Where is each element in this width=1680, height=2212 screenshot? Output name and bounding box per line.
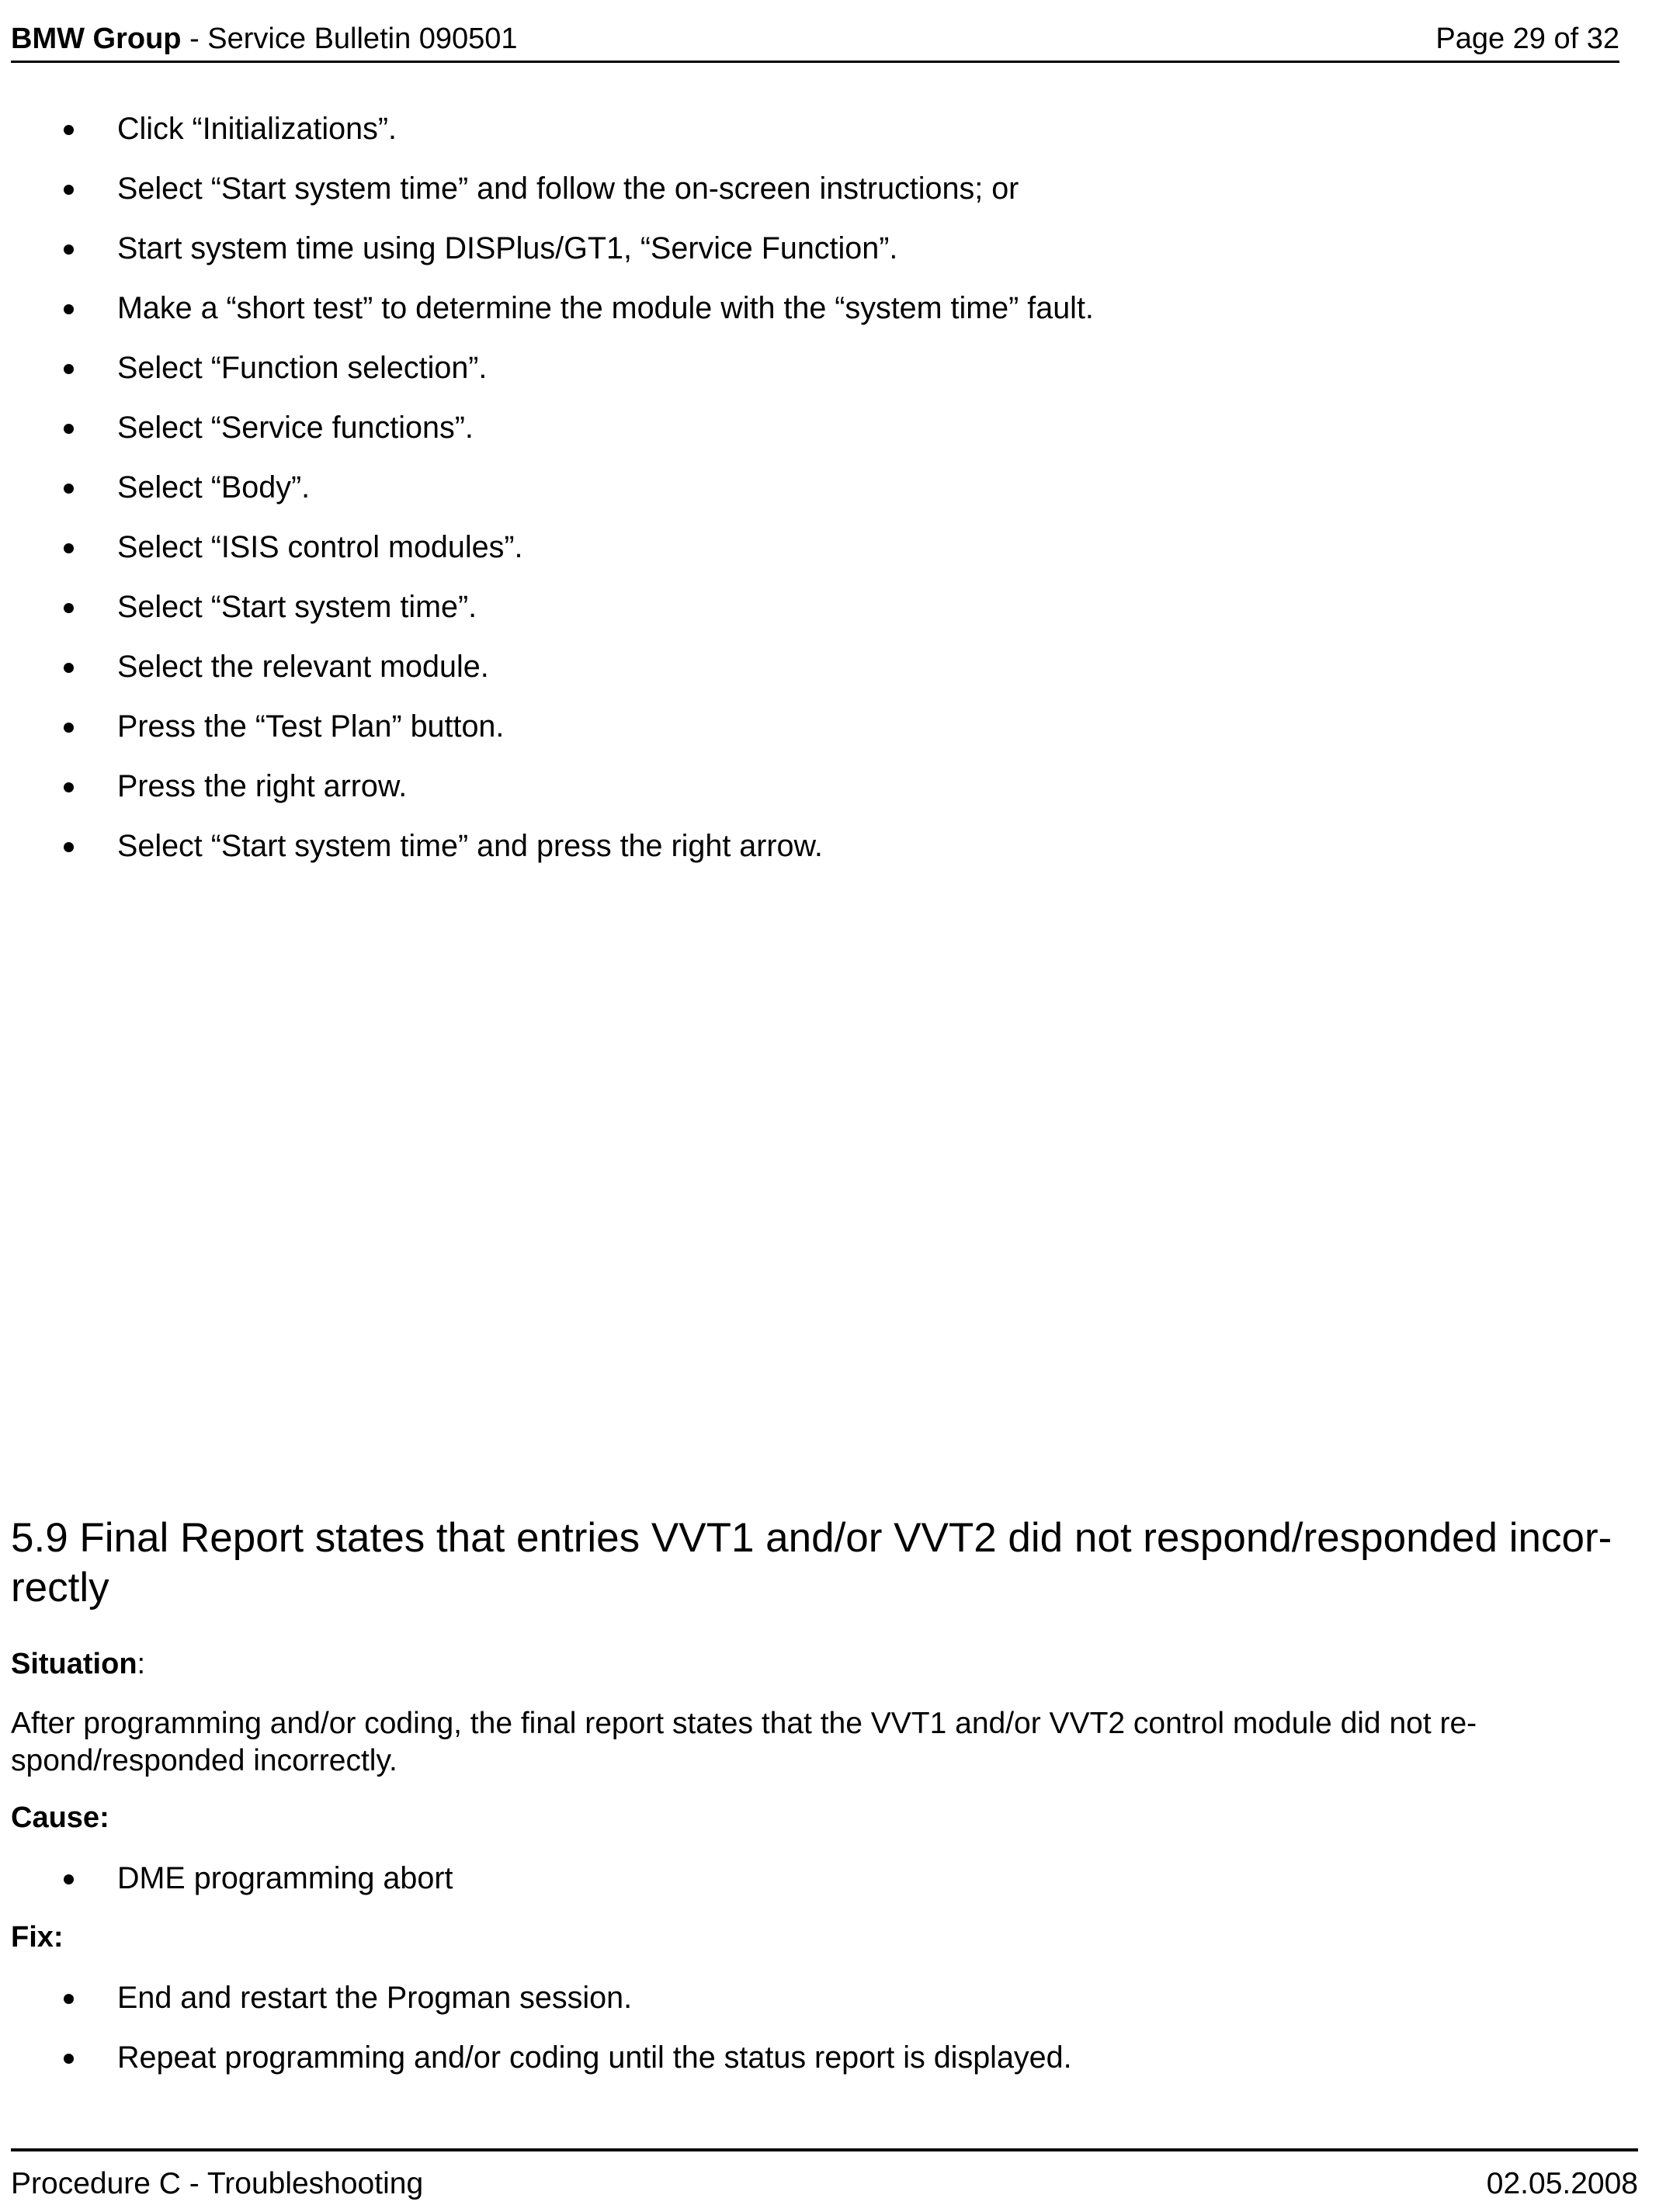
situation-paragraph <box>11 1705 1532 1780</box>
bullet-icon <box>64 1994 74 2004</box>
footer-left: Procedure C - Troubleshooting <box>11 2167 424 2200</box>
list-item-text: Press the “Test Plan” button. <box>117 709 505 744</box>
list-item <box>0 403 1094 463</box>
list-item-text: Start system time using DISPlus/GT1, “Service Function”. <box>117 231 898 265</box>
list-item-text: Select “Start system time”. <box>117 590 477 624</box>
bullet-icon <box>64 842 74 852</box>
list-item-text: DME programming abort <box>117 1861 453 1895</box>
bullet-icon <box>64 244 74 255</box>
page-header <box>11 17 1619 63</box>
bullet-icon <box>64 125 74 135</box>
list-item <box>0 463 1094 522</box>
list-item-text: Select “Service functions”. <box>117 411 474 445</box>
bullet-icon <box>64 603 74 613</box>
list-item <box>0 1853 453 1913</box>
list-item <box>0 821 1094 881</box>
list-item <box>0 224 1094 283</box>
cause-colon: : <box>99 1801 109 1834</box>
list-item-text: Select the relevant module. <box>117 650 489 684</box>
list-item-text: Select “ISIS control modules”. <box>117 530 523 564</box>
footer-date: 02.05.2008 <box>1486 2167 1638 2200</box>
bullet-icon <box>64 2054 74 2064</box>
section-title <box>11 1513 1680 1613</box>
list-item <box>0 1973 1072 2033</box>
bullet-icon <box>64 424 74 434</box>
bullet-icon <box>64 484 74 494</box>
list-item <box>0 2033 1072 2092</box>
list-item <box>0 582 1094 642</box>
list-item <box>0 702 1094 761</box>
bullet-icon <box>64 364 74 374</box>
fix-label-text: Fix <box>11 1921 54 1954</box>
cause-list <box>0 1853 453 1913</box>
list-item <box>0 283 1094 343</box>
list-item-text: Select “Function selection”. <box>117 351 488 385</box>
list-item <box>0 522 1094 582</box>
list-item-text: End and restart the Progman session. <box>117 1981 633 2015</box>
situation-line-2: spond/responded incorrectly. <box>11 1744 397 1777</box>
situation-line-1: After programming and/or coding, the final report states that the VVT1 and/or VVT2 control module did not re- <box>11 1707 1477 1740</box>
list-item-text: Press the right arrow. <box>117 769 408 803</box>
situation-label-text: Situation <box>11 1648 137 1680</box>
bullet-icon <box>64 185 74 195</box>
list-item-text: Make a “short test” to determine the module with the “system time” fault. <box>117 291 1094 325</box>
list-item <box>0 104 1094 164</box>
list-item-text: Select “Body”. <box>117 470 311 504</box>
page-footer <box>11 2148 1638 2203</box>
bullet-icon <box>64 723 74 733</box>
situation-colon: : <box>137 1648 146 1680</box>
list-item-text: Select “Start system time” and follow the on-screen instructions; or <box>117 172 1019 206</box>
header-separator: - <box>181 23 208 55</box>
bullet-icon <box>64 663 74 673</box>
bullet-icon <box>64 1874 74 1884</box>
header-bulletin: Service Bulletin 090501 <box>207 23 518 55</box>
header-brand: BMW Group <box>11 23 182 55</box>
header-left <box>11 17 518 61</box>
list-item-text: Repeat programming and/or coding until the status report is displayed. <box>117 2040 1072 2075</box>
header-page-number: Page 29 of 32 <box>1435 23 1619 55</box>
list-item-text: Select “Start system time” and press the right arrow. <box>117 829 823 863</box>
cause-label <box>11 1799 109 1836</box>
list-item <box>0 642 1094 702</box>
list-item <box>0 164 1094 224</box>
list-item <box>0 343 1094 403</box>
steps-list <box>0 104 1094 881</box>
section-title-line-1: 5.9 Final Report states that entries VVT1 and/or VVT2 did not respond/responded incor- <box>11 1515 1612 1561</box>
situation-label <box>11 1645 145 1683</box>
cause-label-text: Cause <box>11 1801 100 1834</box>
bullet-icon <box>64 543 74 553</box>
list-item <box>0 761 1094 821</box>
fix-colon: : <box>53 1921 64 1954</box>
fix-list <box>0 1973 1072 2092</box>
fix-label <box>11 1919 64 1956</box>
section-title-line-2: rectly <box>11 1565 109 1610</box>
list-item-text: Click “Initializations”. <box>117 112 397 146</box>
bullet-icon <box>64 782 74 792</box>
bullet-icon <box>64 304 74 314</box>
